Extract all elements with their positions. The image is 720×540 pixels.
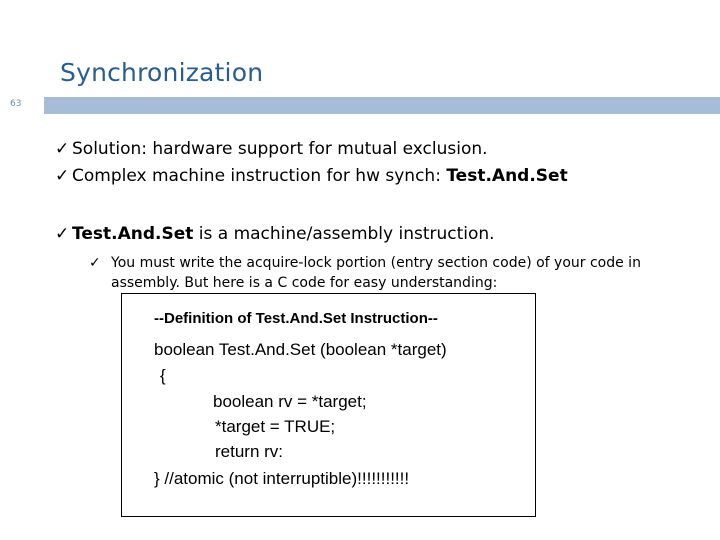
title-divider-bar: [44, 97, 720, 114]
bullet-bold-term: Test.And.Set: [446, 166, 568, 186]
bullet-text: is a machine/assembly instruction.: [193, 224, 495, 244]
code-line: } //atomic (not interruptible)!!!!!!!!!!!: [154, 469, 410, 488]
checkmark-icon: ✓: [55, 139, 70, 159]
checkmark-icon: ✓: [55, 166, 70, 186]
bullet-text: Complex machine instruction for hw synch:: [72, 166, 447, 186]
bullet-test-and-set: [55, 224, 495, 244]
checkmark-icon: ✓: [55, 224, 70, 244]
bullet-solution: [55, 139, 488, 159]
bullet-complex-instruction: [55, 166, 568, 186]
code-line: boolean rv = *target;: [213, 392, 367, 411]
code-line: boolean Test.And.Set (boolean *target): [154, 340, 447, 359]
sub-bullet-text: You must write the acquire-lock portion (entry section code) of your code in assembly. But here is a C code for easy understanding:: [111, 255, 641, 291]
slide-number: 63: [10, 99, 22, 109]
slide-number-area: [0, 97, 44, 114]
code-definition-box: [121, 293, 536, 517]
code-line: *target = TRUE;: [215, 417, 336, 436]
checkmark-icon: ✓: [89, 255, 101, 271]
slide-title: Synchronization: [60, 58, 264, 87]
bullet-bold-term: Test.And.Set: [72, 224, 194, 244]
code-line: return rv:: [215, 442, 284, 461]
code-line: {: [160, 366, 166, 385]
bullet-text: Solution: hardware support for mutual exclusion.: [72, 139, 488, 159]
code-heading: --Definition of Test.And.Set Instruction--: [154, 310, 438, 327]
